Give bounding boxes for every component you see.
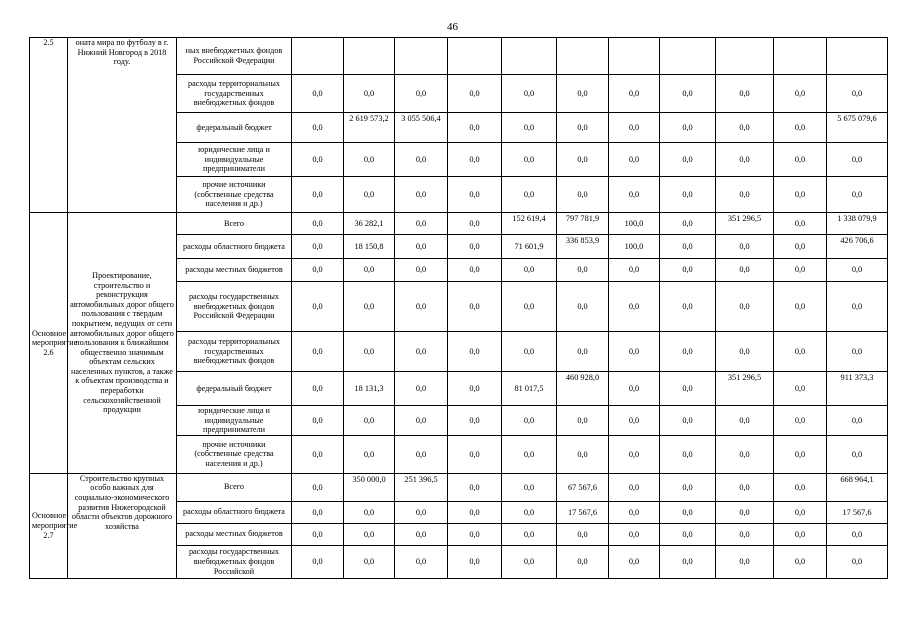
value-cell: 0,0 (609, 75, 660, 113)
value-cell: 0,0 (774, 545, 827, 578)
value-cell: 0,0 (448, 372, 502, 406)
value-cell: 0,0 (292, 332, 344, 372)
value-cell (448, 38, 502, 75)
value-cell: 0,0 (448, 501, 502, 523)
value-cell: 0,0 (827, 143, 888, 177)
section-code: 2.5 (30, 38, 68, 213)
value-cell: 18 131,3 (344, 372, 395, 406)
value-cell: 0,0 (448, 523, 502, 545)
funding-source: расходы территориальных государственных внебюджетных фондов (177, 332, 292, 372)
value-cell: 0,0 (609, 282, 660, 332)
value-cell: 0,0 (502, 501, 557, 523)
funding-source: Всего (177, 473, 292, 501)
value-cell: 0,0 (609, 113, 660, 143)
value-cell: 0,0 (502, 473, 557, 501)
value-cell: 0,0 (660, 372, 716, 406)
value-cell: 0,0 (827, 177, 888, 213)
value-cell: 0,0 (774, 501, 827, 523)
value-cell: 0,0 (774, 143, 827, 177)
value-cell: 0,0 (448, 406, 502, 436)
value-cell (557, 38, 609, 75)
value-cell (292, 38, 344, 75)
value-cell: 336 853,9 (557, 235, 609, 259)
value-cell: 0,0 (448, 473, 502, 501)
value-cell: 0,0 (660, 545, 716, 578)
value-cell: 17 567,6 (557, 501, 609, 523)
value-cell: 0,0 (344, 75, 395, 113)
value-cell: 0,0 (774, 177, 827, 213)
value-cell (395, 38, 448, 75)
funding-source: федеральный бюджет (177, 372, 292, 406)
value-cell: 0,0 (557, 177, 609, 213)
value-cell: 0,0 (292, 259, 344, 282)
value-cell: 0,0 (292, 501, 344, 523)
value-cell: 0,0 (609, 523, 660, 545)
value-cell: 0,0 (448, 177, 502, 213)
table-row (30, 38, 888, 75)
value-cell: 1 338 079,9 (827, 213, 888, 235)
section-name: Строительство крупных особо важных для социально-экономического развития Нижегородской области объектов дорожного хозяйства (68, 473, 177, 578)
funding-source: расходы местных бюджетов (177, 259, 292, 282)
value-cell: 67 567,6 (557, 473, 609, 501)
value-cell: 0,0 (448, 545, 502, 578)
value-cell: 0,0 (774, 282, 827, 332)
value-cell: 0,0 (827, 332, 888, 372)
value-cell: 36 282,1 (344, 213, 395, 235)
value-cell: 0,0 (660, 75, 716, 113)
value-cell: 911 373,3 (827, 372, 888, 406)
value-cell: 0,0 (609, 372, 660, 406)
funding-source: прочие источники (собственные средства населения и др.) (177, 435, 292, 473)
value-cell: 0,0 (557, 282, 609, 332)
value-cell: 0,0 (344, 259, 395, 282)
value-cell: 0,0 (660, 259, 716, 282)
value-cell: 5 675 079,6 (827, 113, 888, 143)
value-cell: 0,0 (660, 177, 716, 213)
value-cell: 0,0 (609, 435, 660, 473)
value-cell: 0,0 (827, 523, 888, 545)
value-cell: 0,0 (557, 259, 609, 282)
value-cell: 0,0 (502, 332, 557, 372)
value-cell: 0,0 (827, 406, 888, 436)
value-cell: 0,0 (502, 545, 557, 578)
value-cell: 0,0 (557, 113, 609, 143)
value-cell (660, 38, 716, 75)
value-cell: 0,0 (660, 143, 716, 177)
value-cell: 460 928,0 (557, 372, 609, 406)
value-cell: 0,0 (716, 435, 774, 473)
value-cell: 0,0 (609, 177, 660, 213)
value-cell: 0,0 (660, 406, 716, 436)
value-cell: 0,0 (502, 113, 557, 143)
value-cell: 0,0 (557, 143, 609, 177)
value-cell: 0,0 (448, 332, 502, 372)
value-cell: 0,0 (292, 113, 344, 143)
value-cell: 17 567,6 (827, 501, 888, 523)
value-cell: 0,0 (609, 259, 660, 282)
value-cell: 0,0 (448, 213, 502, 235)
value-cell: 0,0 (292, 75, 344, 113)
value-cell: 0,0 (344, 282, 395, 332)
value-cell (502, 38, 557, 75)
funding-source: расходы местных бюджетов (177, 523, 292, 545)
value-cell: 0,0 (716, 406, 774, 436)
value-cell: 0,0 (716, 332, 774, 372)
value-cell: 0,0 (448, 435, 502, 473)
value-cell (827, 38, 888, 75)
value-cell: 0,0 (660, 473, 716, 501)
value-cell: 0,0 (774, 235, 827, 259)
value-cell: 0,0 (774, 113, 827, 143)
value-cell: 0,0 (448, 282, 502, 332)
value-cell: 0,0 (774, 406, 827, 436)
value-cell: 0,0 (827, 259, 888, 282)
value-cell: 0,0 (395, 235, 448, 259)
value-cell (609, 38, 660, 75)
value-cell: 0,0 (395, 501, 448, 523)
value-cell: 0,0 (716, 501, 774, 523)
value-cell (716, 38, 774, 75)
funding-source: расходы государственных внебюджетных фондов Российской Федерации (177, 282, 292, 332)
value-cell: 0,0 (827, 75, 888, 113)
value-cell: 0,0 (660, 435, 716, 473)
funding-source: прочие источники (собственные средства населения и др.) (177, 177, 292, 213)
value-cell: 0,0 (557, 523, 609, 545)
value-cell: 0,0 (716, 259, 774, 282)
value-cell: 251 396,5 (395, 473, 448, 501)
value-cell: 2 619 573,2 (344, 113, 395, 143)
value-cell: 0,0 (716, 235, 774, 259)
value-cell: 0,0 (292, 143, 344, 177)
value-cell: 0,0 (609, 332, 660, 372)
value-cell: 100,0 (609, 213, 660, 235)
funding-source: расходы территориальных государственных внебюджетных фондов (177, 75, 292, 113)
value-cell: 0,0 (448, 235, 502, 259)
value-cell: 0,0 (609, 501, 660, 523)
value-cell: 0,0 (344, 435, 395, 473)
value-cell: 0,0 (609, 545, 660, 578)
value-cell: 0,0 (827, 545, 888, 578)
value-cell: 152 619,4 (502, 213, 557, 235)
value-cell: 0,0 (774, 372, 827, 406)
value-cell: 0,0 (395, 282, 448, 332)
value-cell: 0,0 (660, 235, 716, 259)
value-cell: 0,0 (774, 435, 827, 473)
value-cell: 797 781,9 (557, 213, 609, 235)
value-cell: 0,0 (774, 523, 827, 545)
funding-source: расходы областного бюджета (177, 501, 292, 523)
value-cell: 0,0 (292, 235, 344, 259)
value-cell: 350 000,0 (344, 473, 395, 501)
funding-source: расходы областного бюджета (177, 235, 292, 259)
value-cell: 0,0 (292, 435, 344, 473)
value-cell: 3 055 506,4 (395, 113, 448, 143)
value-cell: 0,0 (716, 113, 774, 143)
funding-source: ных внебюджетных фондов Российской Федерации (177, 38, 292, 75)
value-cell: 0,0 (557, 332, 609, 372)
value-cell: 0,0 (292, 372, 344, 406)
value-cell: 0,0 (827, 282, 888, 332)
value-cell: 0,0 (609, 143, 660, 177)
value-cell: 351 296,5 (716, 372, 774, 406)
value-cell: 0,0 (292, 282, 344, 332)
value-cell: 0,0 (292, 406, 344, 436)
value-cell: 0,0 (502, 75, 557, 113)
value-cell: 0,0 (448, 259, 502, 282)
value-cell: 0,0 (502, 282, 557, 332)
value-cell: 0,0 (448, 113, 502, 143)
value-cell: 0,0 (716, 282, 774, 332)
value-cell: 0,0 (557, 435, 609, 473)
value-cell: 0,0 (660, 282, 716, 332)
value-cell: 0,0 (502, 259, 557, 282)
funding-source: юридические лица и индивидуальные предприниматели (177, 143, 292, 177)
value-cell: 0,0 (395, 332, 448, 372)
value-cell: 0,0 (774, 332, 827, 372)
value-cell: 0,0 (660, 501, 716, 523)
value-cell: 0,0 (292, 473, 344, 501)
value-cell: 0,0 (716, 143, 774, 177)
value-cell: 0,0 (660, 523, 716, 545)
section-code: Основное мероприятие 2.6 (30, 213, 68, 474)
value-cell: 0,0 (395, 372, 448, 406)
section-name: Проектирование, строительство и реконструкция автомобильных дорог общего пользования с твердым покрытием, ведущих от сети автомобильных дорог общего пользования к ближайшим общественно значимым объектам сельских населенных пунктов, а также к объектам производства и переработки сельскохозяйственной продукции (68, 213, 177, 474)
value-cell: 0,0 (292, 545, 344, 578)
value-cell: 0,0 (344, 523, 395, 545)
value-cell: 0,0 (292, 213, 344, 235)
value-cell: 0,0 (395, 143, 448, 177)
value-cell: 0,0 (395, 523, 448, 545)
value-cell: 0,0 (292, 177, 344, 213)
value-cell: 0,0 (660, 332, 716, 372)
value-cell: 426 706,6 (827, 235, 888, 259)
value-cell: 0,0 (716, 177, 774, 213)
value-cell: 0,0 (774, 213, 827, 235)
value-cell: 0,0 (344, 406, 395, 436)
funding-source: Всего (177, 213, 292, 235)
section-code: Основное мероприятие 2.7 (30, 473, 68, 578)
value-cell (344, 38, 395, 75)
funding-source: расходы государственных внебюджетных фондов Российской (177, 545, 292, 578)
value-cell: 0,0 (716, 75, 774, 113)
value-cell: 0,0 (660, 113, 716, 143)
value-cell: 0,0 (292, 523, 344, 545)
value-cell: 0,0 (344, 501, 395, 523)
value-cell: 18 150,8 (344, 235, 395, 259)
value-cell: 0,0 (774, 75, 827, 113)
value-cell: 0,0 (395, 545, 448, 578)
value-cell: 0,0 (344, 545, 395, 578)
value-cell: 0,0 (827, 435, 888, 473)
value-cell: 0,0 (774, 259, 827, 282)
value-cell: 0,0 (448, 143, 502, 177)
value-cell: 0,0 (716, 523, 774, 545)
value-cell: 0,0 (395, 177, 448, 213)
value-cell: 81 017,5 (502, 372, 557, 406)
value-cell: 0,0 (448, 75, 502, 113)
value-cell: 0,0 (609, 473, 660, 501)
value-cell: 0,0 (395, 213, 448, 235)
funding-source: юридические лица и индивидуальные предприниматели (177, 406, 292, 436)
table-row (30, 213, 888, 235)
value-cell: 0,0 (344, 143, 395, 177)
value-cell: 0,0 (774, 473, 827, 501)
value-cell: 0,0 (716, 545, 774, 578)
value-cell: 0,0 (502, 435, 557, 473)
value-cell: 0,0 (344, 332, 395, 372)
value-cell: 0,0 (557, 75, 609, 113)
section-name: оната мира по футболу в г. Нижний Новгород в 2018 году. (68, 38, 177, 213)
value-cell: 0,0 (557, 406, 609, 436)
value-cell: 0,0 (502, 406, 557, 436)
value-cell: 0,0 (716, 473, 774, 501)
value-cell: 0,0 (609, 406, 660, 436)
value-cell: 0,0 (502, 177, 557, 213)
value-cell: 0,0 (395, 406, 448, 436)
value-cell: 0,0 (557, 545, 609, 578)
page-number: 46 (447, 21, 458, 33)
value-cell: 351 296,5 (716, 213, 774, 235)
value-cell: 0,0 (395, 259, 448, 282)
table-row (30, 473, 888, 501)
value-cell: 100,0 (609, 235, 660, 259)
value-cell: 0,0 (502, 523, 557, 545)
value-cell: 0,0 (344, 177, 395, 213)
value-cell (774, 38, 827, 75)
value-cell: 668 964,1 (827, 473, 888, 501)
budget-table (29, 37, 888, 579)
value-cell: 0,0 (395, 435, 448, 473)
funding-source: федеральный бюджет (177, 113, 292, 143)
value-cell: 0,0 (502, 143, 557, 177)
value-cell: 0,0 (660, 213, 716, 235)
value-cell: 71 601,9 (502, 235, 557, 259)
value-cell: 0,0 (395, 75, 448, 113)
